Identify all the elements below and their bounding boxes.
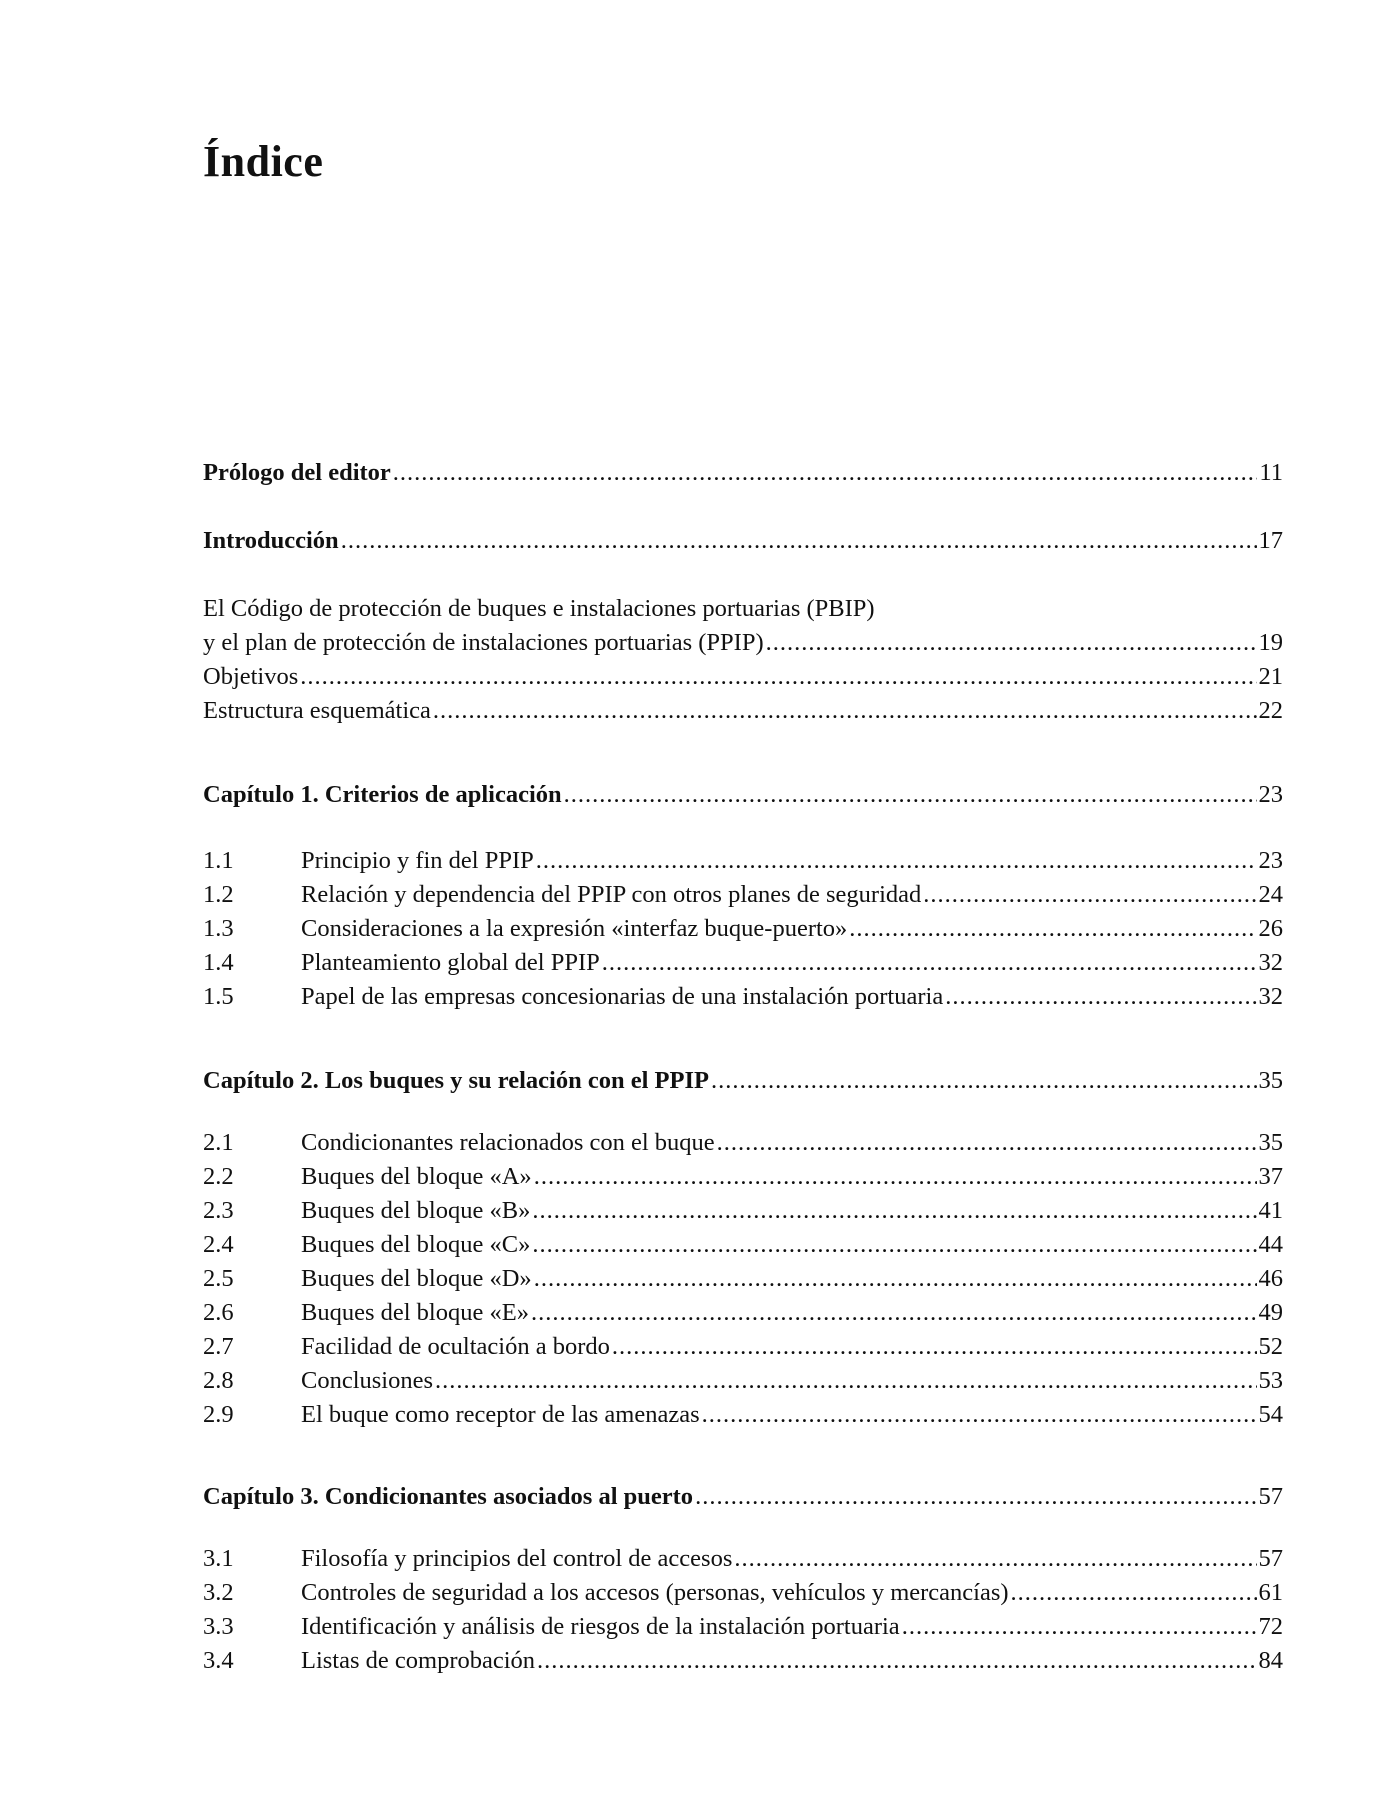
section-title: Papel de las empresas concesionarias de una instalación portuaria xyxy=(301,983,944,1010)
section-title: Buques del bloque «E» xyxy=(301,1299,529,1326)
dot-leader xyxy=(532,1194,1256,1228)
toc-entry-label: Introducción xyxy=(203,527,339,554)
toc-section-2-5[interactable] xyxy=(203,1262,1283,1296)
section-title: Consideraciones a la expresión «interfaz buque-puerto» xyxy=(301,915,848,942)
toc-section-2-7[interactable] xyxy=(203,1330,1283,1364)
toc-section-1-2[interactable] xyxy=(203,878,1283,912)
dot-leader xyxy=(734,1542,1256,1576)
toc-page-number: 23 xyxy=(1258,847,1283,874)
section-title: Buques del bloque «D» xyxy=(301,1265,532,1292)
toc-page-number: 23 xyxy=(1258,781,1283,808)
section-title: Principio y fin del PPIP xyxy=(301,847,534,874)
toc-chapter-1[interactable] xyxy=(203,778,1283,812)
toc-page-number: 32 xyxy=(1258,983,1283,1010)
dot-leader xyxy=(534,1160,1257,1194)
section-number: 2.6 xyxy=(203,1299,234,1326)
dot-leader xyxy=(393,456,1258,490)
dot-leader xyxy=(612,1330,1257,1364)
dot-leader xyxy=(766,626,1257,660)
toc-section-2-4[interactable] xyxy=(203,1228,1283,1262)
section-number: 2.5 xyxy=(203,1265,234,1292)
toc-entry-label: El Código de protección de buques e instalaciones portuarias (PBIP) xyxy=(203,595,875,622)
toc-entry-label: y el plan de protección de instalaciones portuarias (PPIP) xyxy=(203,629,764,656)
dot-leader xyxy=(923,878,1256,912)
section-number: 2.9 xyxy=(203,1401,234,1428)
section-title: Relación y dependencia del PPIP con otros planes de seguridad xyxy=(301,881,922,908)
table-of-contents xyxy=(203,456,1283,1678)
dot-leader xyxy=(433,694,1257,728)
toc-section-2-8[interactable] xyxy=(203,1364,1283,1398)
dot-leader xyxy=(534,1262,1257,1296)
toc-page-number: 57 xyxy=(1258,1483,1283,1510)
section-number: 1.5 xyxy=(203,983,234,1010)
toc-entry-objetivos[interactable] xyxy=(203,660,1283,694)
dot-leader xyxy=(1011,1576,1257,1610)
toc-section-2-3[interactable] xyxy=(203,1194,1283,1228)
section-number: 2.4 xyxy=(203,1231,234,1258)
section-title: Buques del bloque «B» xyxy=(301,1197,531,1224)
section-number: 2.7 xyxy=(203,1333,234,1360)
dot-leader xyxy=(849,912,1256,946)
page-title: Índice xyxy=(203,137,324,186)
toc-entry-pbip-line1[interactable] xyxy=(203,592,1283,626)
toc-page-number: 84 xyxy=(1258,1647,1283,1674)
toc-entry-estructura[interactable] xyxy=(203,694,1283,728)
section-title: Planteamiento global del PPIP xyxy=(301,949,600,976)
toc-section-3-1[interactable] xyxy=(203,1542,1283,1576)
toc-section-2-1[interactable] xyxy=(203,1126,1283,1160)
section-title: Listas de comprobación xyxy=(301,1647,536,1674)
toc-section-3-2[interactable] xyxy=(203,1576,1283,1610)
section-number: 2.1 xyxy=(203,1129,234,1156)
section-number: 2.3 xyxy=(203,1197,234,1224)
toc-page-number: 46 xyxy=(1258,1265,1283,1292)
dot-leader xyxy=(531,1296,1257,1330)
toc-page-number: 22 xyxy=(1258,697,1283,724)
section-title: Buques del bloque «A» xyxy=(301,1163,532,1190)
dot-leader xyxy=(695,1480,1256,1514)
section-number: 3.2 xyxy=(203,1579,234,1606)
toc-section-1-1[interactable] xyxy=(203,844,1283,878)
section-title: Conclusiones xyxy=(301,1367,434,1394)
toc-section-3-3[interactable] xyxy=(203,1610,1283,1644)
toc-page-number: 35 xyxy=(1258,1067,1283,1094)
toc-section-1-4[interactable] xyxy=(203,946,1283,980)
section-title: Condicionantes relacionados con el buque xyxy=(301,1129,715,1156)
toc-section-1-3[interactable] xyxy=(203,912,1283,946)
dot-leader xyxy=(537,1644,1256,1678)
toc-page-number: 26 xyxy=(1258,915,1283,942)
toc-page-number: 21 xyxy=(1258,663,1283,690)
dot-leader xyxy=(602,946,1257,980)
dot-leader xyxy=(902,1610,1257,1644)
toc-page-number: 37 xyxy=(1258,1163,1283,1190)
toc-chapter-2[interactable] xyxy=(203,1064,1283,1098)
dot-leader xyxy=(300,660,1256,694)
toc-page-number: 32 xyxy=(1258,949,1283,976)
dot-leader xyxy=(435,1364,1256,1398)
toc-page-number: 19 xyxy=(1258,629,1283,656)
toc-page-number: 44 xyxy=(1258,1231,1283,1258)
toc-page-number: 17 xyxy=(1258,527,1283,554)
toc-page-number: 61 xyxy=(1258,1579,1283,1606)
section-number: 3.1 xyxy=(203,1545,234,1572)
toc-entry-introduccion[interactable] xyxy=(203,524,1283,558)
section-number: 1.1 xyxy=(203,847,234,874)
toc-page-number: 53 xyxy=(1258,1367,1283,1394)
toc-chapter-3[interactable] xyxy=(203,1480,1283,1514)
toc-section-2-6[interactable] xyxy=(203,1296,1283,1330)
chapter-title: Capítulo 3. Condicionantes asociados al puerto xyxy=(203,1483,694,1510)
toc-section-1-5[interactable] xyxy=(203,980,1283,1014)
section-number: 2.8 xyxy=(203,1367,234,1394)
toc-page-number: 57 xyxy=(1258,1545,1283,1572)
dot-leader xyxy=(945,980,1256,1014)
dot-leader xyxy=(564,778,1257,812)
section-title: Filosofía y principios del control de accesos xyxy=(301,1545,733,1572)
section-title: Identificación y análisis de riesgos de la instalación portuaria xyxy=(301,1613,900,1640)
dot-leader xyxy=(711,1064,1257,1098)
section-number: 3.4 xyxy=(203,1647,234,1674)
chapter-title: Capítulo 1. Criterios de aplicación xyxy=(203,781,562,808)
section-title: Buques del bloque «C» xyxy=(301,1231,531,1258)
chapter-title: Capítulo 2. Los buques y su relación con el PPIP xyxy=(203,1067,709,1094)
toc-page-number: 54 xyxy=(1258,1401,1283,1428)
dot-leader xyxy=(702,1398,1257,1432)
section-number: 1.2 xyxy=(203,881,234,908)
toc-page-number: 41 xyxy=(1258,1197,1283,1224)
toc-page-number: 49 xyxy=(1258,1299,1283,1326)
section-number: 3.3 xyxy=(203,1613,234,1640)
toc-entry-prologo[interactable] xyxy=(203,456,1283,490)
toc-page-number: 72 xyxy=(1258,1613,1283,1640)
dot-leader xyxy=(717,1126,1257,1160)
toc-section-2-2[interactable] xyxy=(203,1160,1283,1194)
section-title: El buque como receptor de las amenazas xyxy=(301,1401,700,1428)
toc-entry-label: Prólogo del editor xyxy=(203,459,391,486)
toc-entry-label: Estructura esquemática xyxy=(203,697,431,724)
toc-section-3-4[interactable] xyxy=(203,1644,1283,1678)
toc-page-number: 24 xyxy=(1258,881,1283,908)
section-title: Controles de seguridad a los accesos (personas, vehículos y mercancías) xyxy=(301,1579,1009,1606)
toc-page-number: 52 xyxy=(1258,1333,1283,1360)
dot-leader xyxy=(536,844,1257,878)
dot-leader xyxy=(532,1228,1256,1262)
section-number: 2.2 xyxy=(203,1163,234,1190)
dot-leader xyxy=(341,524,1257,558)
section-title: Facilidad de ocultación a bordo xyxy=(301,1333,610,1360)
toc-entry-pbip-line2[interactable] xyxy=(203,626,1283,660)
section-number: 1.4 xyxy=(203,949,234,976)
section-number: 1.3 xyxy=(203,915,234,942)
toc-page-number: 35 xyxy=(1258,1129,1283,1156)
toc-section-2-9[interactable] xyxy=(203,1398,1283,1432)
toc-page-number: 11 xyxy=(1259,459,1283,486)
toc-entry-label: Objetivos xyxy=(203,663,299,690)
